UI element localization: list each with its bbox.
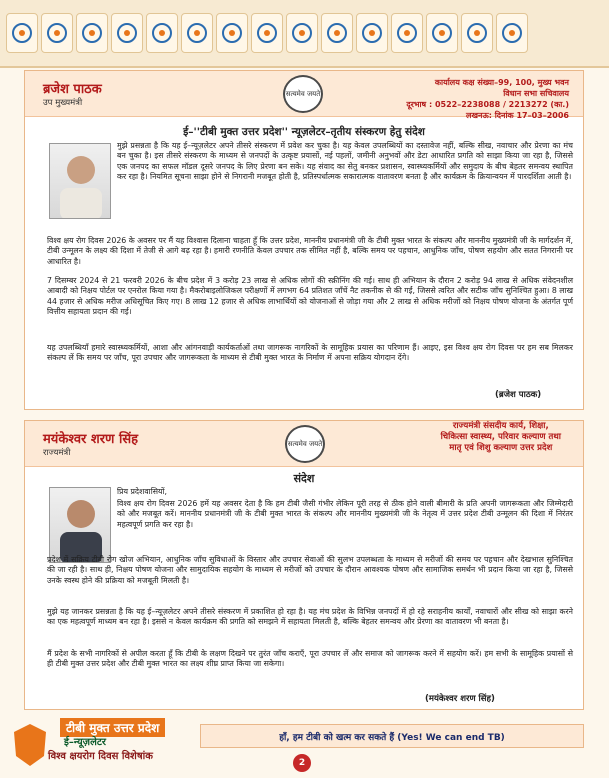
brand-title: टीबी मुक्त उत्तर प्रदेश	[60, 718, 165, 737]
tb-icon	[216, 13, 248, 53]
panel-header	[25, 71, 583, 120]
hospital-bed-icon	[426, 13, 458, 53]
sender-photo	[49, 143, 111, 219]
up-map-icon	[10, 722, 50, 768]
shield-check-icon	[496, 13, 528, 53]
header-icon-bar	[0, 0, 609, 68]
deputy-cm-message-panel	[24, 70, 584, 410]
brand-subtitle: ई–न्यूज़लेटर	[64, 737, 106, 748]
message-para-1: मुझे प्रसन्नता है कि यह ई–न्यूज़लेटर अपने तीसरे संस्करण में प्रवेश कर चुका है। यह केवल उपलब्धियों का दस्तावेज नहीं, बल्कि सीख, नवाचार और प्रेरणा का मंच बन चुका है। इस तीसरे संस्करण के माध्यम से जनपदों के उत्कृष्ट प्रयासों, नई पहलों, जमीनी अनुभवों और डेटा आधारित प्रगति को साझा किया जा रहा है, जिससे एक जनपद का सफल मॉडल दूसरे जनपद के लिए प्रेरणा बन सके। यह संवाद का सेतु बनकर प्रशासन, स्वास्थ्यकर्मियों और समुदाय के बीच बेहतर समन्वय स्थापित कर रहा है। नियमित सूचना साझा होने से निगरानी मजबूत होती है, प्रतिस्पर्धात्मक सकारात्मक वातावरण बनता है और कार्यक्रम के क्रियान्वयन में पारदर्शिता आती है।	[117, 141, 573, 182]
shield-plus-icon	[356, 13, 388, 53]
sender-post: राज्यमंत्री	[43, 448, 71, 458]
message-para-4: मैं प्रदेश के सभी नागरिकों से अपील करता हूँ कि टीबी के लक्षण दिखने पर तुरंत जाँच कराएँ, पूरा उपचार लें और समाज को जागरूक करने में सहयोग करें। हम सभी के सामूहिक प्रयासों से ही टीबी मुक्त उत्तर प्रदेश और टीबी मुक्त भारत का लक्ष्य शीघ्र प्राप्त किया जा सकेगा।	[47, 649, 573, 669]
sender-post: उप मुख्यमंत्री	[43, 98, 83, 108]
doctor-female-icon	[321, 13, 353, 53]
sender-photo	[49, 487, 111, 563]
brand-edition: विश्व क्षयरोग दिवस विशेषांक	[48, 751, 153, 762]
lungs-icon	[76, 13, 108, 53]
health-worker-icon	[146, 13, 178, 53]
department-list: राज्यमंत्री संसदीय कार्य, शिक्षा, चिकित्सा स्वास्थ्य, परिवार कल्याण तथा मातृ एवं शिशु कल्याण उत्तर प्रदेश	[440, 421, 561, 453]
doctor-icon	[111, 13, 143, 53]
sender-name: मयंकेश्वर शरण सिंह	[43, 432, 139, 447]
message-para-2: प्रदेश में सक्रिय टीबी रोग खोज अभियान, आधुनिक जाँच सुविधाओं के विस्तार और उपचार सेवाओं की सुलभ उपलब्धता के माध्यम से मरीजों की समय पर पहचान और देखभाल सुनिश्चित की जा रही है। साथ ही, निक्षय पोषण योजना और सामुदायिक सहयोग के माध्यम से मरीजों को उपचार के दौरान आवश्यक पोषण और सामाजिक समर्थन भी प्रदान किया जा रहा है, जिससे उनके स्वस्थ होने की प्रक्रिया को मजबूती मिलती है।	[47, 555, 573, 585]
pills-icon	[461, 13, 493, 53]
page-footer	[0, 718, 609, 778]
teacher-icon	[286, 13, 318, 53]
syringe-icon	[181, 13, 213, 53]
message-para-3: मुझे यह जानकर प्रसन्नता है कि यह ई–न्यूज़लेटर अपने तीसरे संस्करण में प्रकाशित हो रहा है। यह मंच प्रदेश के विभिन्न जनपदों में हो रहे सराहनीय कार्यों, नवाचारों और सीख को साझा करने का एक महत्वपूर्ण माध्यम बन रहा है। इससे न केवल कार्यक्रम की प्रगति को समझने में सहायता मिलती है, बल्कि बेहतर समन्वय और प्रेरणा का वातावरण भी बनता है।	[47, 607, 573, 627]
message-para-2: विश्व क्षय रोग दिवस 2026 के अवसर पर मैं यह विश्वास दिलाना चाहता हूँ कि उत्तर प्रदेश, माननीय प्रधानमंत्री जी के टीबी मुक्त भारत के संकल्प और माननीय मुख्यमंत्री जी के मार्गदर्शन में, टीबी उन्मूलन के लक्ष्य की दिशा में तेजी से आगे बढ़ रहा है। हमारी रणनीति केवल उपचार तक सीमित नहीं है, बल्कि समय पर पहचान, आधुनिक जाँच, पोषण सहयोग और सतत निगरानी पर आधारित है।	[47, 236, 573, 266]
medicine-bottle-icon	[41, 13, 73, 53]
message-para-3: 7 दिसम्बर 2024 से 21 फरवरी 2026 के बीच प्रदेश में 3 करोड़ 23 लाख से अधिक लोगों की स्क्रीनिंग की गई। साथ ही अभियान के दौरान 2 करोड़ 94 लाख से अधिक संवेदनशील आबादी को निक्षय पोर्टल पर एनरोल किया गया है। मैकरोबाइलोजिकल परीक्षणों में लगभग 64 प्रतिशत जाँचें नैट तकनीक से की गईं, जिससे त्वरित और सटीक जाँच सुनिश्चित हुआ। 8 लाख 44 हजार से अधिक मरीज अधिसूचित किए गए। 8 लाख 12 हजार से अधिक लाभार्थियों को योजनाओं से जोड़ा गया और 2 लाख से अधिक मरीजों को निक्षय पोषण योजना के अंतर्गत पूर्ण वित्तीय सहायता प्रदान की गई।	[47, 276, 573, 317]
slogan-banner: हाँ, हम टीबी को खत्म कर सकते हैं (Yes! We can end TB)	[200, 724, 584, 748]
panel-header	[25, 421, 583, 467]
state-seal-icon: सत्यमेव जयते	[285, 425, 325, 463]
bus-icon	[251, 13, 283, 53]
state-seal-icon: सत्यमेव जयते	[283, 75, 323, 113]
page-number: 2	[293, 754, 311, 772]
message-subject: ई–''टीबी मुक्त उत्तर प्रदेश'' न्यूज़लेटर–तृतीय संस्करण हेतु संदेश	[183, 126, 425, 138]
sender-name: ब्रजेश पाठक	[43, 82, 102, 97]
signature: (ब्रजेश पाठक)	[495, 390, 542, 400]
message-para-4: यह उपलब्धियाँ हमारे स्वास्थ्यकर्मियों, आशा और आंगनवाड़ी कार्यकर्ताओं तथा जागरूक नागरिकों के सामूहिक प्रयास का परिणाम हैं। आइए, इस विश्व क्षय रोग दिवस पर हम सब मिलकर संकल्प लें कि समय पर जाँच, पूरा उपचार और जागरूकता के माध्यम से टीबी मुक्त भारत के निर्माण में अपना सक्रिय योगदान देंगे।	[47, 343, 573, 363]
signature: (मयंकेश्वर शरण सिंह)	[425, 694, 495, 704]
message-para-1: विश्व क्षय रोग दिवस 2026 हमें यह अवसर देता है कि हम टीबी जैसी गंभीर लेकिन पूरी तरह से ठीक होने वाली बीमारी के प्रति अपनी जागरूकता और जिम्मेदारी को और मजबूत करें। माननीय प्रधानमंत्री जी के टीबी मुक्त भारत के संकल्प और माननीय मुख्यमंत्री जी के नेतृत्व में उत्तर प्रदेश टीबी उन्मूलन की दिशा में निरंतर महत्वपूर्ण प्रगति कर रहा है।	[117, 499, 573, 529]
magnifier-icon	[391, 13, 423, 53]
clipboard-icon	[6, 13, 38, 53]
message-title: संदेश	[293, 472, 315, 485]
state-minister-message-panel	[24, 420, 584, 710]
office-address: कार्यालय कक्ष संख्या–99, 100, मुख्य भवन विधान सभा सचिवालय दूरभाष : 0522–2238088 / 2213272 (का.) लखनऊ: दिनांक 17–03–2006	[406, 78, 569, 120]
greeting: प्रिय प्रदेशवासियों,	[117, 487, 167, 496]
